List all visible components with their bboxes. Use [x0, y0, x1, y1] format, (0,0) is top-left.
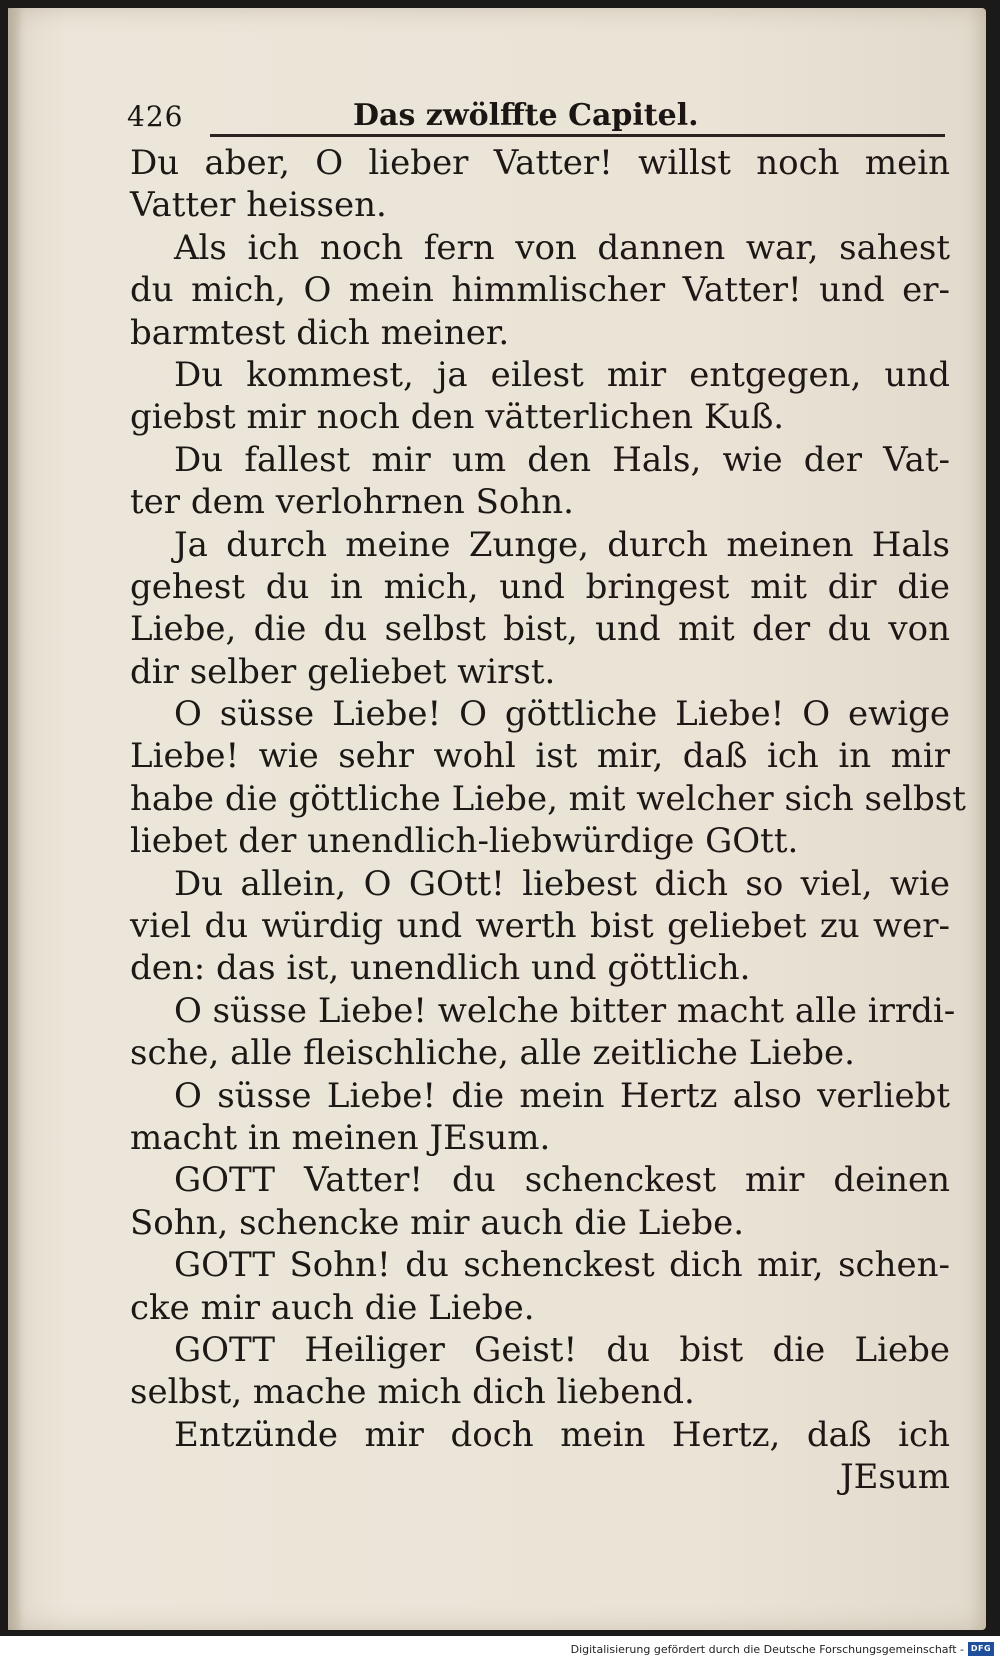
text-line: Du fallest mir um den Hals, wie der Vat- [174, 439, 950, 480]
funding-credit: Digitalisierung gefördert durch die Deutsche Forschungsgemeinschaft - [570, 1643, 964, 1656]
text-line: O süsse Liebe! O göttliche Liebe! O ewige [174, 694, 950, 735]
text-line: GOTT Heiliger Geist! du bist die Liebe [174, 1329, 950, 1370]
page-gutter-shadow [8, 8, 22, 1630]
text-line: barmtest dich meiner. [130, 312, 510, 353]
text-line: GOTT Vatter! du schenckest mir deinen [174, 1160, 950, 1201]
text-line: macht in meinen JEsum. [130, 1117, 551, 1158]
text-line: Du kommest, ja eilest mir entgegen, und [174, 354, 950, 395]
text-line: Du aber, O lieber Vatter! willst noch mein [130, 143, 950, 183]
digitization-footer [0, 1636, 1000, 1663]
text-line: O süsse Liebe! die mein Hertz also verliebt [174, 1075, 950, 1116]
text-line: cke mir auch die Liebe. [130, 1287, 535, 1328]
running-head [127, 96, 945, 136]
text-line: liebet der unendlich-liebwürdige GOtt. [130, 821, 799, 862]
text-line: Liebe! wie sehr wohl ist mir, daß ich in mir [130, 736, 950, 777]
text-line: den: das ist, unendlich und göttlich. [130, 948, 751, 989]
chapter-title: Das zwölffte Capitel. [353, 98, 699, 133]
text-line: du mich, O mein himmlischer Vatter! und er- [130, 270, 950, 311]
text-line: Sohn, schencke mir auch die Liebe. [130, 1202, 745, 1243]
text-line: habe die göttliche Liebe, mit welcher sich selbst [130, 778, 966, 819]
text-line: Als ich noch fern von dannen war, sahest [174, 227, 950, 268]
text-line: ter dem verlohrnen Sohn. [130, 482, 574, 523]
text-line: gehest du in mich, und bringest mit dir die [130, 566, 950, 607]
text-line: GOTT Sohn! du schenckest dich mir, schen- [174, 1245, 950, 1286]
text-line: dir selber geliebet wirst. [130, 651, 556, 692]
text-line: sche, alle fleischliche, alle zeitliche Liebe. [130, 1033, 855, 1074]
body-text [130, 142, 966, 1499]
text-line: selbst, mache mich dich liebend. [130, 1372, 695, 1413]
text-line: giebst mir noch den vätterlichen Kuß. [130, 397, 785, 438]
text-line: Ja durch meine Zunge, durch meinen Hals [174, 524, 950, 565]
text-line: Du allein, O GOtt! liebest dich so viel, wie [174, 863, 950, 904]
text-line: viel du würdig und werth bist geliebet zu wer- [130, 906, 950, 947]
dfg-logo-icon: DFG [968, 1642, 994, 1656]
text-line: Liebe, die du selbst bist, und mit der du von [130, 609, 950, 650]
text-line: Entzünde mir doch mein Hertz, daß ich [174, 1414, 950, 1455]
text-line: O süsse Liebe! welche bitter macht alle irrdi- [174, 990, 956, 1031]
catchword: JEsum [839, 1457, 950, 1498]
header-rule [210, 134, 945, 137]
text-line: Vatter heissen. [130, 185, 387, 226]
page-number: 426 [127, 100, 184, 133]
